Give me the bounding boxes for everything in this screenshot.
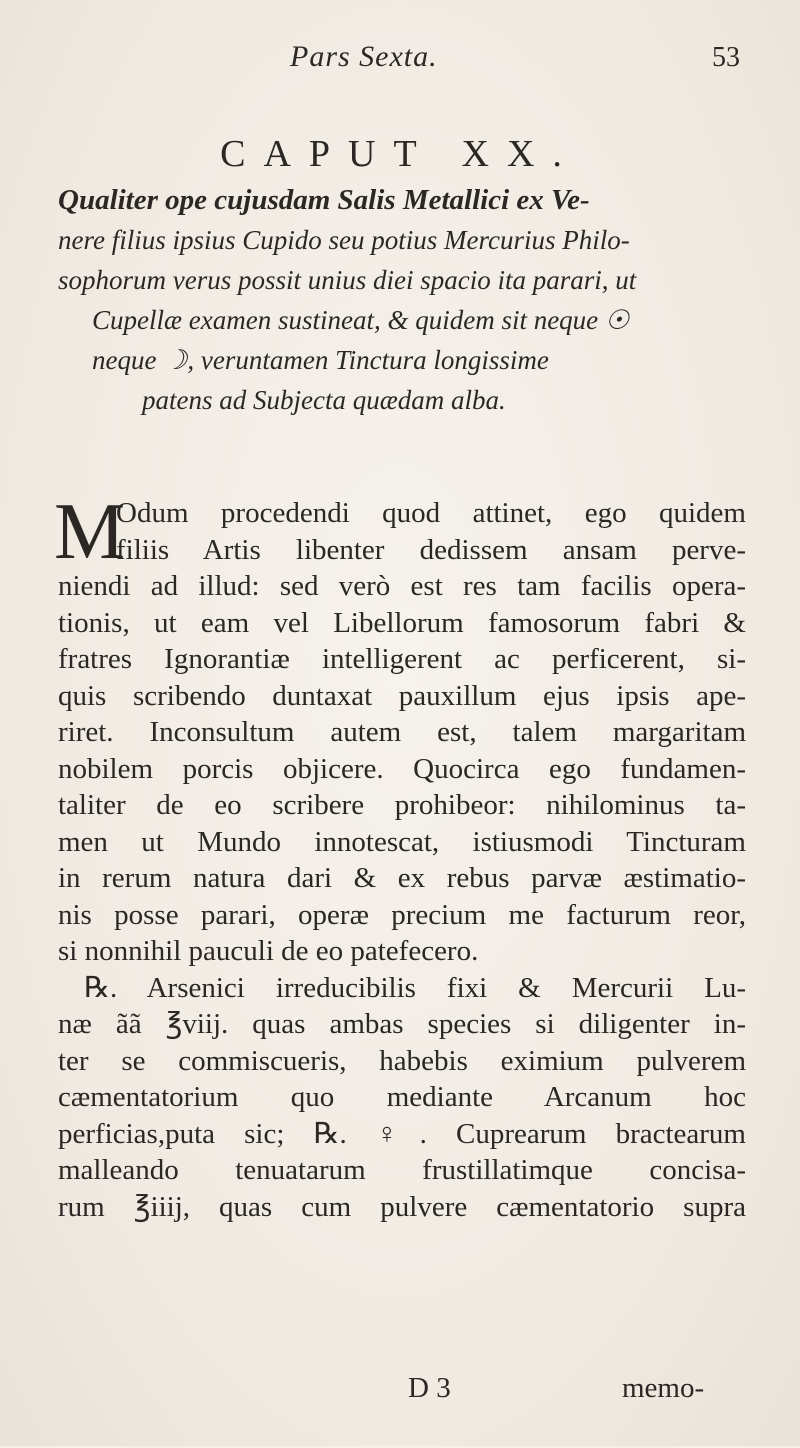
text-line: nis posse parari, operæ precium me facturum reor, [58,898,746,931]
text-line: quis scribendo duntaxat pauxillum ejus ipsis ape- [58,679,746,712]
text-line: nobilem porcis objicere. Quocirca ego fundamen- [58,752,746,785]
summary-line: neque ☽, veruntamen Tinctura longissime [92,345,549,375]
signature-mark: D 3 [408,1372,451,1404]
text-line: fratres Ignorantiæ intelligerent ac perficerent, si- [58,643,746,675]
text-line: Odum procedendi quod attinet, ego quidem [116,497,746,529]
text-line: ter se commiscueris, habebis eximium pulverem [58,1044,746,1077]
text-line: filiis Artis libenter dedissem ansam perve- [116,533,746,566]
text-line: taliter de eo scribere prohibeor: nihilominus ta- [58,789,746,821]
text-line: malleando tenuatarum frustillatimque concisa- [58,1154,746,1186]
text-line: næ ãã ℥viij. quas ambas species si diligenter in- [58,1008,746,1040]
text-line: si nonnihil pauculi de eo patefecero. [58,935,479,967]
body-text [54,488,746,1225]
text-line: cæmentatorium quo mediante Arcanum hoc [58,1081,746,1113]
page-number: 53 [712,42,740,73]
drop-initial: M [54,488,126,576]
summary-line: sophorum verus possit unius diei spacio ita parari, ut [58,265,637,295]
running-title: Pars Sexta. [290,40,438,73]
text-line: men ut Mundo innotescat, istiusmodi Tincturam [58,825,746,858]
text-line: rum ℥iiij, quas cum pulvere cæmentatorio supra [58,1190,746,1223]
summary-line: nere filius ipsius Cupido seu potius Mercurius Philo- [58,225,630,255]
summary-line: Qualiter ope cujusdam Salis Metallici ex Ve- [58,184,590,216]
text-line: niendi ad illud: sed verò est res tam facilis opera- [58,570,746,602]
catchline [0,1372,800,1448]
chapter-heading: CAPUT XX. [220,133,580,175]
text-line: perficias,puta sic; ℞. ♀. Cuprearum bractearum [58,1117,746,1150]
text-line: in rerum natura dari & ex rebus parvæ æstimatio- [58,862,746,894]
text-line: tionis, ut eam vel Libellorum famosorum fabri & [58,606,746,639]
summary-line: patens ad Subjecta quædam alba. [142,385,506,415]
summary-line: Cupellæ examen sustineat, & quidem sit neque ☉ [92,305,630,335]
catchword: memo- [622,1372,705,1404]
running-head [0,40,800,80]
chapter-summary [58,180,748,420]
text-line: ℞. Arsenici irreducibilis fixi & Mercurii Lu- [84,971,746,1004]
text-line: riret. Inconsultum autem est, talem margaritam [58,716,746,748]
